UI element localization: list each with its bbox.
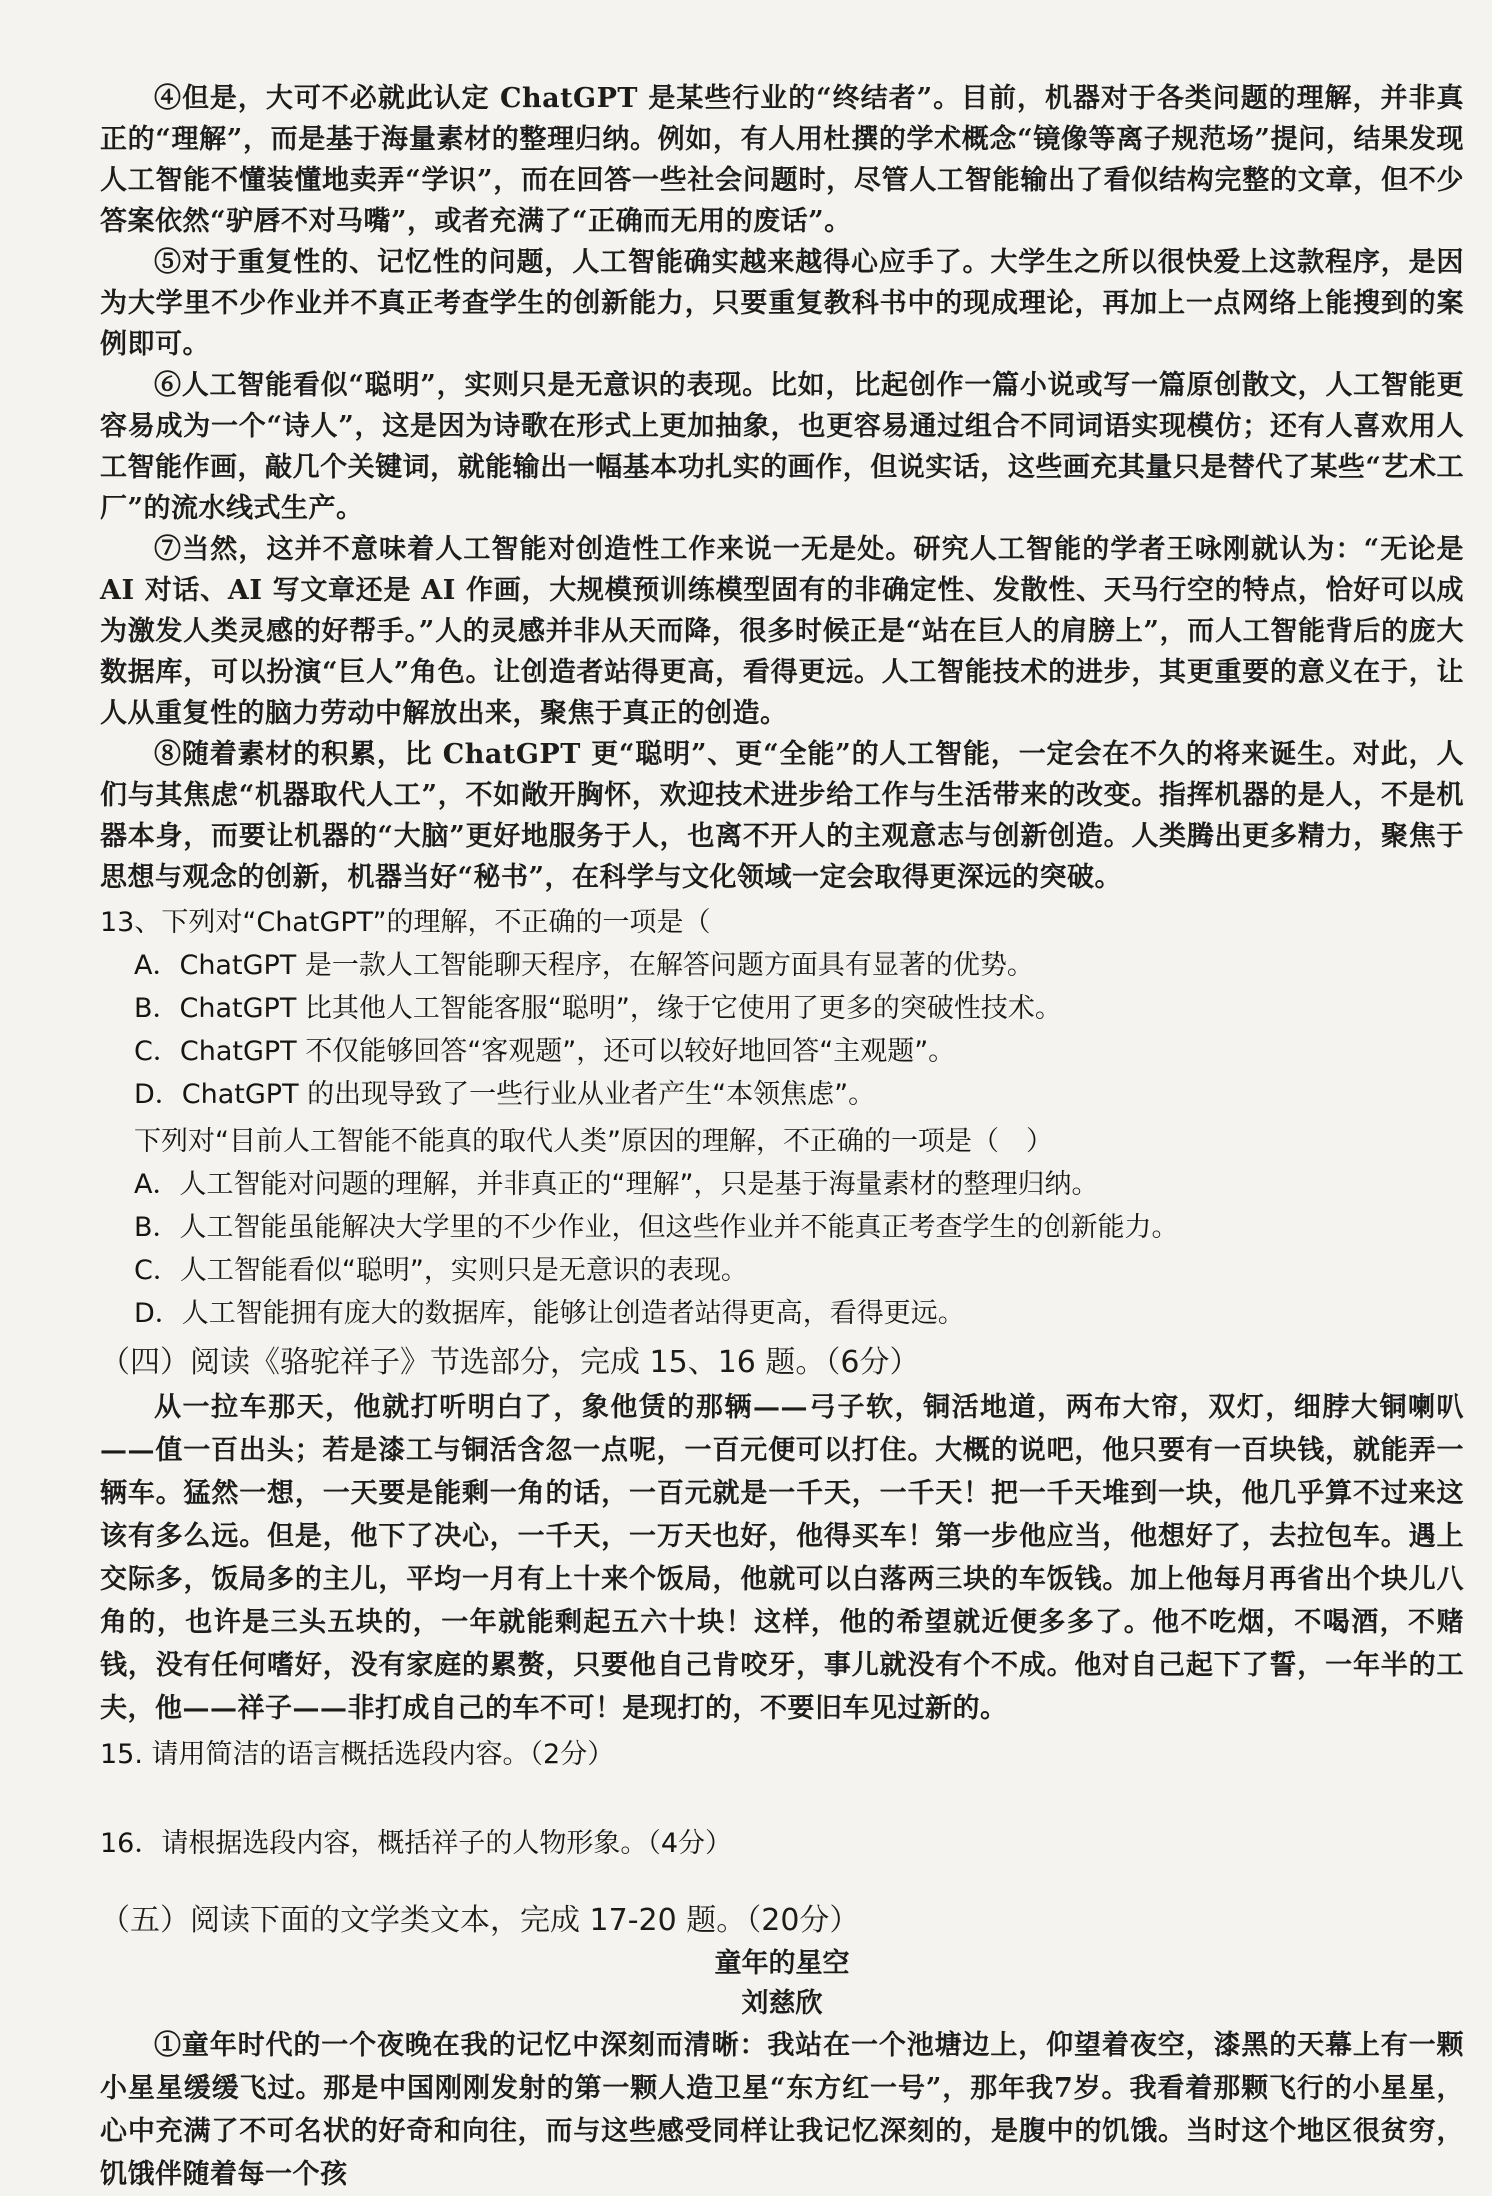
question-14-stem: 下列对“目前人工智能不能真的取代人类”原因的理解，不正确的一项是（ ）: [134, 1126, 1053, 1157]
section-5-heading: （五）阅读下面的文学类文本，完成 17-20 题。（20分）: [100, 1903, 860, 1938]
question-13-option-a: A．ChatGPT 是一款人工智能聊天程序，在解答问题方面具有显著的优势。: [134, 950, 1034, 981]
paragraph-8: ⑧随着素材的积累，比 ChatGPT 更“聪明”、更“全能”的人工智能，一定会在不久的将来诞生。对此，人们与其焦虑“机器取代人工”，不如敞开胸怀，欢迎技术进步给工作与生活带来的改变。指挥机器的是人，不是机器本身，而要让机器的“大脑”更好地服务于人，也离不开人的主观意志与创新创造。人类腾出更多精力，聚焦于思想与观念的创新，机器当好“秘书”，在科学与文化领域一定会取得更深远的突破。: [100, 739, 1464, 893]
article-title: 童年的星空: [714, 1948, 850, 1979]
question-13-option-c: C．ChatGPT 不仅能够回答“客观题”，还可以较好地回答“主观题”。: [134, 1036, 956, 1067]
paragraph-7: ⑦当然，这并不意味着人工智能对创造性工作来说一无是处。研究人工智能的学者王咏刚就认为：“无论是 AI 对话、AI 写文章还是 AI 作画，大规模预训练模型固有的非确定性、发散性、天马行空的特点，恰好可以成为激发人类灵感的好帮手。”人的灵感并非从天而降，很多时候正是“站在巨人的肩膀上”，而人工智能背后的庞大数据库，可以扮演“巨人”角色。让创造者站得更高，看得更远。人工智能技术的进步，其更重要的意义在于，让人从重复性的脑力劳动中解放出来，聚焦于真正的创造。: [100, 534, 1464, 729]
section-4-passage: 从一拉车那天，他就打听明白了，象他赁的那辆——弓子软，铜活地道，两布大帘，双灯，细脖大铜喇叭——值一百出头；若是漆工与铜活含忽一点呢，一百元便可以打住。大概的说吧，他只要有一百块钱，就能弄一辆车。猛然一想，一天要是能剩一角的话，一百元就是一千天，一千天！把一千天堆到一块，他几乎算不过来这该有多么远。但是，他下了决心，一千天，一万天也好，他得买车！第一步他应当，他想好了，去拉包车。遇上交际多，饭局多的主儿，平均一月有上十来个饭局，他就可以白落两三块的车饭钱。加上他每月再省出个块儿八角的，也许是三头五块的，一年就能剩起五六十块！这样，他的希望就近便多多了。他不吃烟，不喝酒，不赌钱，没有任何嗜好，没有家庭的累赘，只要他自己肯咬牙，事儿就没有个不成。他对自己起下了誓，一年半的工夫，他——祥子——非打成自己的车不可！是现打的，不要旧车见过新的。: [100, 1392, 1464, 1724]
question-14-option-a: A．人工智能对问题的理解，并非真正的“理解”，只是基于海量素材的整理归纳。: [134, 1169, 1099, 1200]
answer-space-15: [100, 1775, 1464, 1819]
question-13-option-b: B．ChatGPT 比其他人工智能客服“聪明”，缘于它使用了更多的突破性技术。: [134, 993, 1062, 1024]
answer-space-16: [100, 1864, 1464, 1892]
question-15-stem: 15. 请用简洁的语言概括选段内容。（2分）: [100, 1739, 615, 1770]
article-author: 刘慈欣: [741, 1988, 823, 2019]
question-13-stem: 13、下列对“ChatGPT”的理解，不正确的一项是（: [100, 907, 711, 938]
question-14-option-c: C．人工智能看似“聪明”，实则只是无意识的表现。: [134, 1255, 748, 1286]
question-14-option-d: D．人工智能拥有庞大的数据库，能够让创造者站得更高，看得更远。: [134, 1298, 965, 1329]
article-paragraph-1: ①童年时代的一个夜晚在我的记忆中深刻而清晰：我站在一个池塘边上，仰望着夜空，漆黑的天幕上有一颗小星星缓缓飞过。那是中国刚刚发射的第一颗人造卫星“东方红一号”，那年我7岁。我看着那颗飞行的小星星，心中充满了不可名状的好奇和向往，而与这些感受同样让我记忆深刻的，是腹中的饥饿。当时这个地区很贫穷，饥饿伴随着每一个孩: [100, 2030, 1464, 2190]
paragraph-4: ④但是，大可不必就此认定 ChatGPT 是某些行业的“终结者”。目前，机器对于各类问题的理解，并非真正的“理解”，而是基于海量素材的整理归纳。例如，有人用杜撰的学术概念“镜像等离子规范场”提问，结果发现人工智能不懂装懂地卖弄“学识”，而在回答一些社会问题时，尽管人工智能输出了看似结构完整的文章，但不少答案依然“驴唇不对马嘴”，或者充满了“正确而无用的废话”。: [100, 83, 1464, 237]
paragraph-5: ⑤对于重复性的、记忆性的问题，人工智能确实越来越得心应手了。大学生之所以很快爱上这款程序，是因为大学里不少作业并不真正考查学生的创新能力，只要重复教科书中的现成理论，再加上一点网络上能搜到的案例即可。: [100, 247, 1464, 360]
question-14-option-b: B．人工智能虽能解决大学里的不少作业，但这些作业并不能真正考查学生的创新能力。: [134, 1212, 1179, 1243]
paragraph-6: ⑥人工智能看似“聪明”，实则只是无意识的表现。比如，比起创作一篇小说或写一篇原创散文，人工智能更容易成为一个“诗人”，这是因为诗歌在形式上更加抽象，也更容易通过组合不同词语实现模仿；还有人喜欢用人工智能作画，敲几个关键词，就能输出一幅基本功扎实的画作，但说实话，这些画充其量只是替代了某些“艺术工厂”的流水线式生产。: [100, 370, 1464, 524]
section-4-heading: （四）阅读《骆驼祥子》节选部分，完成 15、16 题。（6分）: [100, 1345, 920, 1380]
question-16-stem: 16．请根据选段内容，概括祥子的人物形象。（4分）: [100, 1828, 733, 1859]
question-13-option-d: D．ChatGPT 的出现导致了一些行业从业者产生“本领焦虑”。: [134, 1079, 876, 1110]
